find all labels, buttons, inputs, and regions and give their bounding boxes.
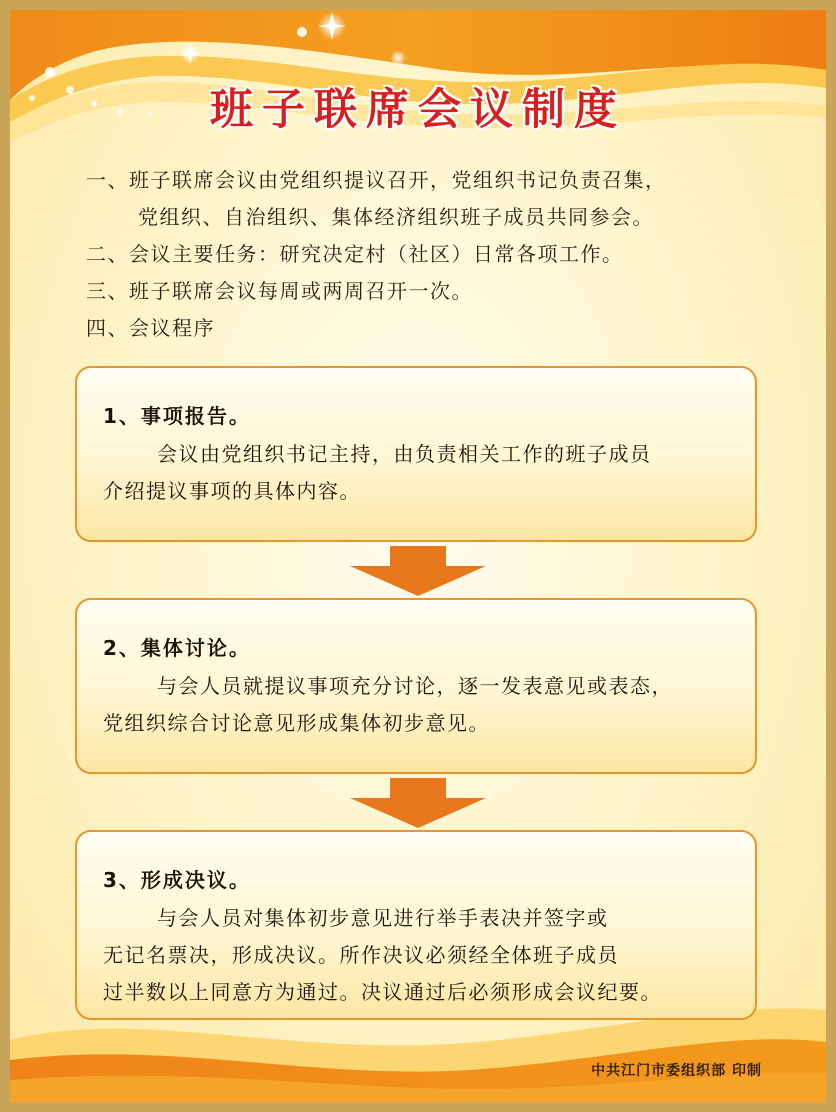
step-text-line: 会议由党组织书记主持，由负责相关工作的班子成员: [157, 442, 652, 466]
step-text-line: 与会人员对集体初步意见进行举手表决并签字或: [157, 906, 609, 930]
step-body: [103, 668, 743, 742]
step-box-discussion: [75, 598, 757, 774]
step-text-line: 党组织综合讨论意见形成集体初步意见。: [103, 711, 490, 735]
step-heading: 2、集体讨论。: [103, 636, 251, 660]
page-title: 班子联席会议制度: [210, 85, 626, 135]
step-text-line: 过半数以上同意方为通过。决议通过后必须形成会议纪要。: [103, 980, 662, 1004]
step-box-report: [75, 366, 757, 542]
step-text-line: 与会人员就提议事项充分讨论，逐一发表意见或表态，: [157, 674, 673, 698]
down-arrow-icon: [348, 778, 488, 828]
step-text-line: 介绍提议事项的具体内容。: [103, 479, 361, 503]
step-box-resolution: [75, 830, 757, 1020]
step-heading: 1、事项报告。: [103, 404, 251, 428]
poster: [10, 10, 826, 1102]
publisher-credit: 中共江门市委组织部 印制: [591, 1063, 762, 1079]
intro-line: 一、班子联席会议由党组织提议召开，党组织书记负责召集，: [86, 168, 667, 192]
step-body: [103, 436, 743, 510]
step-text-line: 无记名票决，形成决议。所作决议必须经全体班子成员: [103, 943, 619, 967]
intro-line: 党组织、自治组织、集体经济组织班子成员共同参会。: [138, 205, 654, 229]
intro-line: 四、会议程序: [86, 316, 215, 340]
intro-line: 三、班子联席会议每周或两周召开一次。: [86, 279, 473, 303]
step-heading: 3、形成决议。: [103, 868, 251, 892]
step-body: [103, 900, 743, 1011]
intro-line: 二、会议主要任务：研究决定村（社区）日常各项工作。: [86, 242, 624, 266]
down-arrow-icon: [348, 546, 488, 596]
intro-section: [86, 162, 806, 347]
